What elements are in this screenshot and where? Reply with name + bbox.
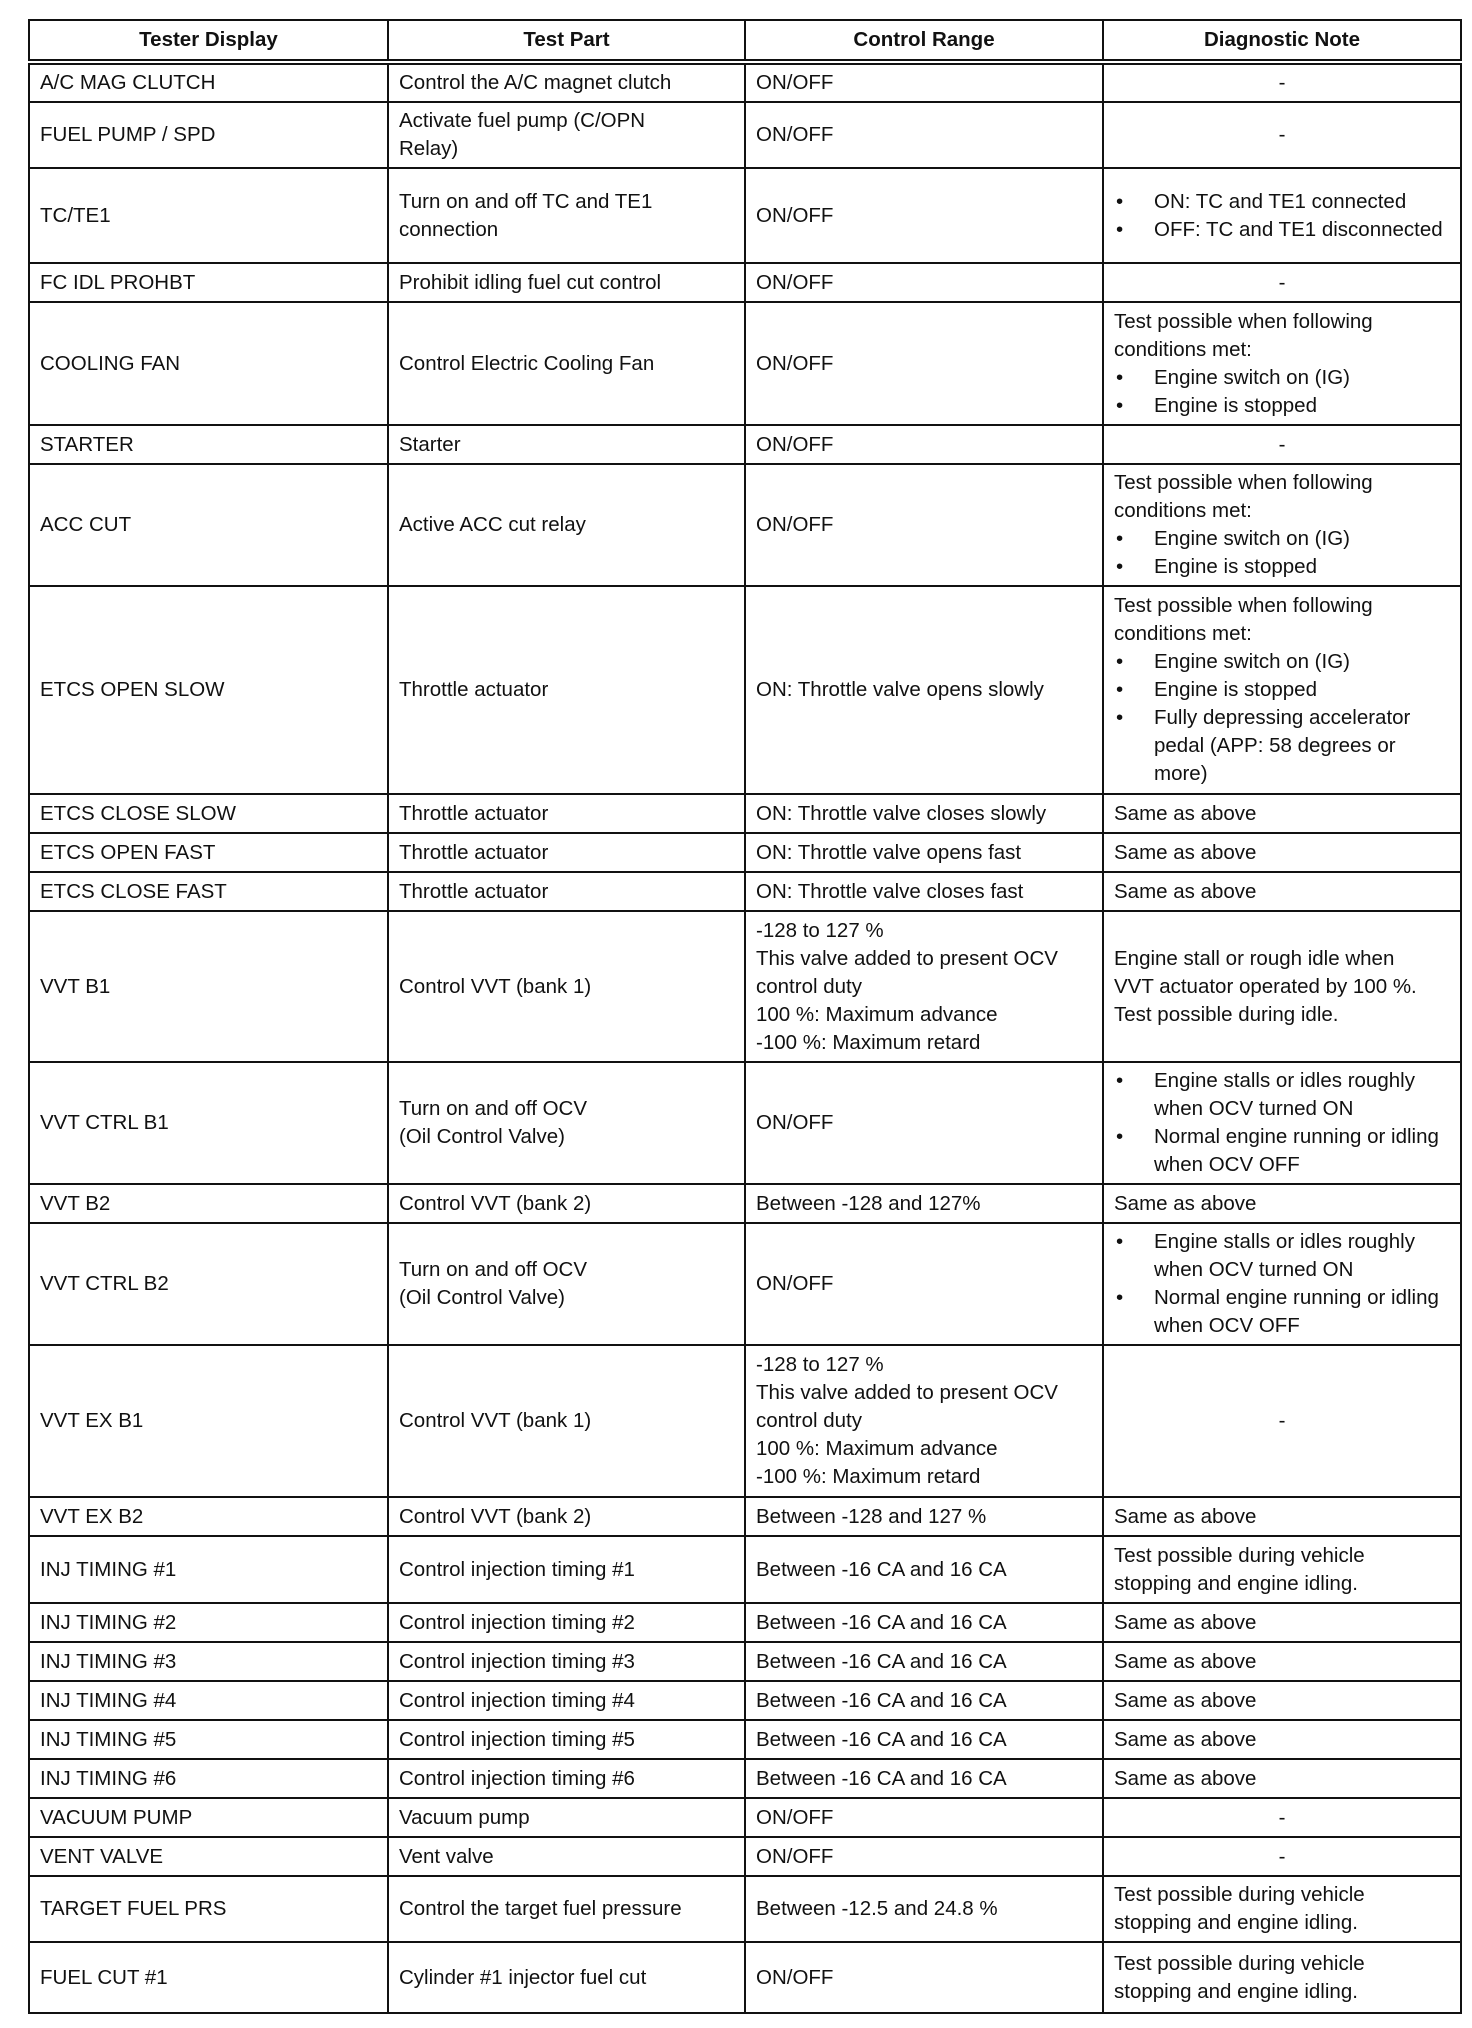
control-range-cell: [745, 586, 1103, 794]
note-line: Test possible during idle.: [1114, 1002, 1339, 1026]
control-range-cell: [745, 1345, 1103, 1497]
note-bullet: • Normal engine running or idling when OCV OFF: [1114, 1123, 1450, 1179]
test-part-cell: [388, 1603, 745, 1642]
tester-display-cell: ETCS CLOSE FAST: [29, 872, 388, 911]
table-row: [29, 1223, 1461, 1345]
control-range-line: 100 %: Maximum advance: [756, 1002, 998, 1026]
control-range-cell: [745, 1942, 1103, 2013]
table-row: [29, 425, 1461, 464]
control-range-cell: [745, 1720, 1103, 1759]
note-line: Test possible when following: [1114, 594, 1373, 617]
note-line: stopping and engine idling.: [1114, 1571, 1358, 1595]
empty-dash: -: [1278, 1805, 1286, 1829]
tester-display-cell: VVT B1: [29, 911, 388, 1062]
note-line: stopping and engine idling.: [1114, 1911, 1358, 1934]
diagnostic-note-cell: [1103, 263, 1461, 302]
control-range-line: ON/OFF: [756, 203, 834, 227]
control-range-line: Between -16 CA and 16 CA: [756, 1766, 1007, 1790]
tester-display-cell: A/C MAG CLUTCH: [29, 62, 388, 102]
control-range-cell: [745, 1184, 1103, 1223]
note-line: Same as above: [1114, 1610, 1257, 1634]
diagnostic-note-cell: [1103, 1681, 1461, 1720]
test-part-cell: [388, 1720, 745, 1759]
table-row: [29, 302, 1461, 425]
test-part-cell: [388, 872, 745, 911]
header-diagnostic-note: Diagnostic Note: [1103, 20, 1461, 62]
test-part-line: Control VVT (bank 2): [399, 1191, 592, 1215]
test-part-line: Throttle actuator: [399, 801, 549, 825]
tester-display-cell: FC IDL PROHBT: [29, 263, 388, 302]
tester-display-cell: VACUUM PUMP: [29, 1798, 388, 1837]
diagnostic-note-cell: [1103, 168, 1461, 263]
note-line: VVT actuator operated by 100 %.: [1114, 974, 1417, 998]
diagnostic-note-cell: [1103, 1798, 1461, 1837]
tester-display-cell: VVT CTRL B1: [29, 1062, 388, 1184]
table-row: [29, 1720, 1461, 1759]
test-part-line: Control VVT (bank 2): [399, 1504, 592, 1528]
table-row: [29, 872, 1461, 911]
test-part-line: (Oil Control Valve): [399, 1286, 565, 1309]
note-line: stopping and engine idling.: [1114, 1979, 1358, 2003]
test-part-cell: [388, 586, 745, 794]
tester-display-cell: INJ TIMING #5: [29, 1720, 388, 1759]
active-test-table: [28, 19, 1462, 2014]
control-range-cell: [745, 1603, 1103, 1642]
control-range-line: This valve added to present OCV: [756, 1381, 1058, 1404]
test-part-line: Activate fuel pump (C/OPN: [399, 109, 646, 132]
table-row: [29, 1942, 1461, 2013]
diagnostic-note-cell: [1103, 1345, 1461, 1497]
control-range-line: -128 to 127 %: [756, 1353, 884, 1376]
table-row: [29, 1759, 1461, 1798]
test-part-line: Vent valve: [399, 1844, 494, 1868]
diagnostic-note-cell: [1103, 1062, 1461, 1184]
control-range-line: This valve added to present OCV: [756, 946, 1058, 970]
test-part-cell: [388, 464, 745, 586]
note-line: Engine stall or rough idle when: [1114, 946, 1395, 970]
control-range-cell: [745, 1062, 1103, 1184]
tester-display-cell: INJ TIMING #2: [29, 1603, 388, 1642]
control-range-line: ON/OFF: [756, 513, 834, 536]
table-row: [29, 1876, 1461, 1942]
test-part-line: Relay): [399, 137, 459, 160]
control-range-line: 100 %: Maximum advance: [756, 1437, 998, 1460]
test-part-line: Active ACC cut relay: [399, 513, 586, 536]
tester-display-cell: INJ TIMING #3: [29, 1642, 388, 1681]
test-part-line: Control Electric Cooling Fan: [399, 351, 655, 375]
note-bullet: • Engine switch on (IG): [1114, 648, 1450, 676]
control-range-line: ON/OFF: [756, 351, 834, 375]
control-range-line: ON/OFF: [756, 123, 834, 146]
tester-display-cell: INJ TIMING #1: [29, 1536, 388, 1603]
tester-display-cell: VVT CTRL B2: [29, 1223, 388, 1345]
diagnostic-note-cell: [1103, 1642, 1461, 1681]
control-range-cell: [745, 1837, 1103, 1876]
header-tester-display: Tester Display: [29, 20, 388, 62]
test-part-line: Control injection timing #2: [399, 1610, 635, 1634]
diagnostic-note-cell: [1103, 1837, 1461, 1876]
diagnostic-note-cell: [1103, 1184, 1461, 1223]
control-range-cell: [745, 794, 1103, 833]
note-line: Same as above: [1114, 1504, 1257, 1528]
table-row: [29, 102, 1461, 168]
test-part-line: Throttle actuator: [399, 840, 549, 864]
control-range-cell: [745, 1876, 1103, 1942]
control-range-cell: [745, 1681, 1103, 1720]
test-part-cell: [388, 102, 745, 168]
note-bullet-list: [1114, 1228, 1450, 1340]
note-bullet: • Fully depressing accelerator pedal (APP: 58 degrees or more): [1114, 704, 1450, 788]
tester-display-cell: INJ TIMING #4: [29, 1681, 388, 1720]
control-range-line: control duty: [756, 1409, 862, 1432]
control-range-cell: [745, 263, 1103, 302]
note-bullet: • Engine switch on (IG): [1114, 364, 1450, 392]
test-part-line: Turn on and off TC and TE1: [399, 189, 653, 213]
tester-display-cell: INJ TIMING #6: [29, 1759, 388, 1798]
test-part-cell: [388, 1837, 745, 1876]
test-part-line: Control injection timing #3: [399, 1649, 635, 1673]
control-range-line: ON/OFF: [756, 270, 834, 294]
tester-display-cell: ETCS OPEN FAST: [29, 833, 388, 872]
tester-display-cell: ETCS OPEN SLOW: [29, 586, 388, 794]
note-line: Same as above: [1114, 1727, 1257, 1751]
test-part-line: Prohibit idling fuel cut control: [399, 270, 662, 294]
test-part-line: Control VVT (bank 1): [399, 974, 592, 998]
table-row: [29, 1681, 1461, 1720]
note-bullet: • Engine is stopped: [1114, 392, 1450, 420]
tester-display-cell: COOLING FAN: [29, 302, 388, 425]
control-range-line: -128 to 127 %: [756, 918, 884, 942]
test-part-line: Control VVT (bank 1): [399, 1409, 592, 1432]
table-row: [29, 1603, 1461, 1642]
header-row: [29, 20, 1461, 62]
control-range-line: Between -16 CA and 16 CA: [756, 1688, 1007, 1712]
note-line: Test possible when following: [1114, 309, 1373, 333]
empty-dash: -: [1278, 1409, 1286, 1432]
diagnostic-note-cell: [1103, 1223, 1461, 1345]
test-part-line: Vacuum pump: [399, 1805, 530, 1829]
test-part-line: Throttle actuator: [399, 678, 549, 701]
diagnostic-note-cell: [1103, 1876, 1461, 1942]
diagnostic-note-cell: [1103, 302, 1461, 425]
diagnostic-note-cell: [1103, 1720, 1461, 1759]
note-bullet-list: [1114, 188, 1450, 244]
table-row: [29, 586, 1461, 794]
test-part-cell: [388, 1798, 745, 1837]
test-part-line: Control injection timing #5: [399, 1727, 635, 1751]
control-range-line: Between -16 CA and 16 CA: [756, 1557, 1007, 1581]
control-range-cell: [745, 872, 1103, 911]
control-range-cell: [745, 1497, 1103, 1536]
diagnostic-note-cell: [1103, 1759, 1461, 1798]
diagnostic-note-cell: [1103, 1603, 1461, 1642]
test-part-cell: [388, 1062, 745, 1184]
note-line: Same as above: [1114, 1766, 1257, 1790]
test-part-line: Cylinder #1 injector fuel cut: [399, 1965, 647, 1989]
control-range-cell: [745, 62, 1103, 102]
control-range-cell: [745, 1536, 1103, 1603]
note-bullet-list: [1114, 364, 1450, 420]
test-part-cell: [388, 62, 745, 102]
note-bullet: • Engine is stopped: [1114, 553, 1450, 581]
diagnostic-note-cell: [1103, 62, 1461, 102]
test-part-cell: [388, 1942, 745, 2013]
control-range-line: ON/OFF: [756, 1805, 834, 1829]
table-row: [29, 62, 1461, 102]
diagnostic-note-cell: [1103, 833, 1461, 872]
note-line: Test possible when following: [1114, 471, 1373, 494]
table-row: [29, 833, 1461, 872]
tester-display-cell: FUEL CUT #1: [29, 1942, 388, 2013]
table-row: [29, 794, 1461, 833]
test-part-cell: [388, 302, 745, 425]
tester-display-cell: VVT EX B2: [29, 1497, 388, 1536]
control-range-cell: [745, 302, 1103, 425]
control-range-line: ON/OFF: [756, 1111, 834, 1134]
diagnostic-note-cell: [1103, 1942, 1461, 2013]
test-part-cell: [388, 425, 745, 464]
diagnostic-note-cell: [1103, 425, 1461, 464]
control-range-line: ON/OFF: [756, 1272, 834, 1295]
table-row: [29, 1184, 1461, 1223]
control-range-cell: [745, 1223, 1103, 1345]
header-test-part: Test Part: [388, 20, 745, 62]
note-line: conditions met:: [1114, 622, 1252, 645]
table-row: [29, 1837, 1461, 1876]
test-part-cell: [388, 1345, 745, 1497]
control-range-line: ON/OFF: [756, 432, 834, 456]
tester-display-cell: TC/TE1: [29, 168, 388, 263]
empty-dash: -: [1278, 1844, 1286, 1868]
note-bullet-list: [1114, 648, 1450, 788]
control-range-line: Between -128 and 127%: [756, 1191, 981, 1215]
test-part-line: Turn on and off OCV: [399, 1097, 588, 1120]
note-line: Test possible during vehicle: [1114, 1883, 1365, 1906]
table-row: [29, 168, 1461, 263]
test-part-line: Control the target fuel pressure: [399, 1897, 682, 1920]
note-line: conditions met:: [1114, 499, 1252, 522]
table-row: [29, 464, 1461, 586]
diagnostic-note-cell: [1103, 1497, 1461, 1536]
table-row: [29, 1062, 1461, 1184]
test-part-cell: [388, 1536, 745, 1603]
test-part-line: Turn on and off OCV: [399, 1258, 588, 1281]
control-range-line: Between -16 CA and 16 CA: [756, 1610, 1007, 1634]
table-row: [29, 263, 1461, 302]
control-range-cell: [745, 102, 1103, 168]
control-range-cell: [745, 425, 1103, 464]
test-part-cell: [388, 168, 745, 263]
control-range-line: ON/OFF: [756, 1844, 834, 1868]
note-line: Same as above: [1114, 1191, 1257, 1215]
note-line: Test possible during vehicle: [1114, 1951, 1365, 1975]
table-row: [29, 1536, 1461, 1603]
control-range-line: -100 %: Maximum retard: [756, 1030, 981, 1054]
test-part-cell: [388, 1184, 745, 1223]
empty-dash: -: [1278, 123, 1286, 146]
note-bullet-list: [1114, 1067, 1450, 1179]
control-range-line: -100 %: Maximum retard: [756, 1465, 981, 1488]
test-part-line: Starter: [399, 432, 461, 456]
note-line: Same as above: [1114, 1649, 1257, 1673]
note-bullet-list: [1114, 525, 1450, 581]
control-range-cell: [745, 911, 1103, 1062]
header-control-range: Control Range: [745, 20, 1103, 62]
test-part-cell: [388, 1497, 745, 1536]
note-line: conditions met:: [1114, 337, 1252, 361]
note-bullet: • OFF: TC and TE1 disconnected: [1114, 216, 1450, 244]
table-row: [29, 1497, 1461, 1536]
tester-display-cell: FUEL PUMP / SPD: [29, 102, 388, 168]
control-range-line: ON: Throttle valve closes fast: [756, 879, 1024, 903]
table-row: [29, 1798, 1461, 1837]
empty-dash: -: [1278, 432, 1286, 456]
note-line: Same as above: [1114, 879, 1257, 903]
test-part-line: Throttle actuator: [399, 879, 549, 903]
tester-display-cell: ACC CUT: [29, 464, 388, 586]
control-range-line: ON: Throttle valve closes slowly: [756, 801, 1047, 825]
note-bullet: • Engine is stopped: [1114, 676, 1450, 704]
test-part-line: connection: [399, 217, 499, 241]
control-range-line: ON: Throttle valve opens slowly: [756, 678, 1044, 701]
table-row: [29, 1345, 1461, 1497]
note-line: Test possible during vehicle: [1114, 1543, 1365, 1567]
test-part-line: Control injection timing #6: [399, 1766, 635, 1790]
control-range-cell: [745, 1642, 1103, 1681]
diagnostic-note-cell: [1103, 586, 1461, 794]
test-part-cell: [388, 911, 745, 1062]
test-part-cell: [388, 1759, 745, 1798]
test-part-line: (Oil Control Valve): [399, 1125, 565, 1148]
control-range-cell: [745, 1759, 1103, 1798]
tester-display-cell: STARTER: [29, 425, 388, 464]
control-range-line: ON/OFF: [756, 1965, 834, 1989]
diagnostic-note-cell: [1103, 1536, 1461, 1603]
test-part-line: Control injection timing #4: [399, 1688, 635, 1712]
test-part-cell: [388, 1642, 745, 1681]
control-range-line: Between -128 and 127 %: [756, 1504, 987, 1528]
test-part-cell: [388, 1876, 745, 1942]
test-part-cell: [388, 833, 745, 872]
note-line: Same as above: [1114, 801, 1257, 825]
tester-display-cell: ETCS CLOSE SLOW: [29, 794, 388, 833]
tester-display-cell: VVT EX B1: [29, 1345, 388, 1497]
table-row: [29, 1642, 1461, 1681]
diagnostic-note-cell: [1103, 464, 1461, 586]
test-part-cell: [388, 263, 745, 302]
note-line: Same as above: [1114, 840, 1257, 864]
test-part-cell: [388, 1681, 745, 1720]
control-range-line: ON/OFF: [756, 71, 834, 94]
empty-dash: -: [1278, 270, 1286, 294]
diagnostic-note-cell: [1103, 102, 1461, 168]
table-row: [29, 911, 1461, 1062]
control-range-line: Between -12.5 and 24.8 %: [756, 1897, 998, 1920]
test-part-cell: [388, 1223, 745, 1345]
note-bullet: • Engine stalls or idles roughly when OCV turned ON: [1114, 1067, 1450, 1123]
control-range-cell: [745, 1798, 1103, 1837]
note-bullet: • Normal engine running or idling when OCV OFF: [1114, 1284, 1450, 1340]
note-bullet: • Engine stalls or idles roughly when OCV turned ON: [1114, 1228, 1450, 1284]
diagnostic-note-cell: [1103, 872, 1461, 911]
diagnostic-note-cell: [1103, 794, 1461, 833]
note-line: Same as above: [1114, 1688, 1257, 1712]
control-range-line: Between -16 CA and 16 CA: [756, 1649, 1007, 1673]
tester-display-cell: VVT B2: [29, 1184, 388, 1223]
control-range-cell: [745, 168, 1103, 263]
control-range-cell: [745, 833, 1103, 872]
test-part-line: Control injection timing #1: [399, 1557, 635, 1581]
tester-display-cell: VENT VALVE: [29, 1837, 388, 1876]
control-range-cell: [745, 464, 1103, 586]
control-range-line: ON: Throttle valve opens fast: [756, 840, 1022, 864]
test-part-cell: [388, 794, 745, 833]
note-bullet: • ON: TC and TE1 connected: [1114, 188, 1450, 216]
control-range-line: Between -16 CA and 16 CA: [756, 1727, 1007, 1751]
tester-display-cell: TARGET FUEL PRS: [29, 1876, 388, 1942]
note-bullet: • Engine switch on (IG): [1114, 525, 1450, 553]
test-part-line: Control the A/C magnet clutch: [399, 71, 672, 94]
empty-dash: -: [1278, 71, 1286, 94]
control-range-line: control duty: [756, 974, 862, 998]
diagnostic-note-cell: [1103, 911, 1461, 1062]
